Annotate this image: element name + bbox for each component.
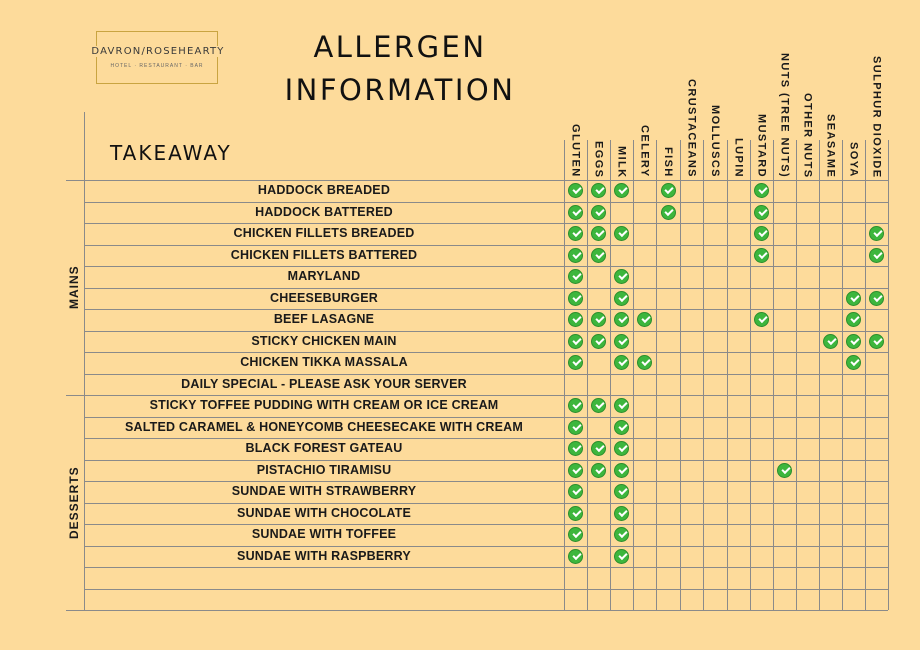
column-header: [774, 46, 796, 178]
allergen-check-icon: [591, 226, 606, 241]
allergen-check-icon: [591, 248, 606, 263]
allergen-check-icon: [869, 226, 884, 241]
menu-label: TAKEAWAY: [110, 141, 232, 165]
grid-line: [865, 140, 866, 610]
column-header: [820, 46, 842, 178]
menu-item-name: SUNDAE WITH CHOCOLATE: [236, 505, 412, 520]
allergen-check-icon: [614, 484, 629, 499]
menu-item-name: MARYLAND: [287, 269, 361, 283]
allergen-check-icon: [614, 312, 629, 327]
grid-line: [587, 140, 588, 610]
allergen-check-icon: [661, 205, 676, 220]
grid-line: [796, 140, 797, 610]
column-header-label: GLUTEN: [569, 124, 582, 178]
allergen-check-icon: [568, 398, 583, 413]
column-header: [704, 46, 727, 178]
menu-item-name: STICKY TOFFEE PUDDING WITH CREAM OR ICE CREAM: [149, 398, 499, 412]
column-header: [681, 46, 703, 178]
allergen-check-icon: [614, 398, 629, 413]
allergen-check-icon: [661, 183, 676, 198]
allergen-check-icon: [754, 248, 769, 263]
grid-line: [610, 140, 611, 610]
allergen-check-icon: [568, 355, 583, 370]
column-header: [728, 46, 750, 178]
column-header-label: CRUSTACEANS: [685, 79, 698, 178]
grid-line: [84, 589, 888, 590]
section-label-mains: MAINS: [67, 265, 81, 310]
column-header: [751, 46, 773, 178]
menu-item-name: CHICKEN FILLETS BREADED: [233, 226, 415, 240]
allergen-check-icon: [568, 527, 583, 542]
menu-item-name: SUNDAE WITH TOFFEE: [251, 527, 397, 541]
menu-item-name: CHEESEBURGER: [270, 290, 378, 305]
column-header-label: SEASAME: [824, 113, 837, 178]
grid-line: [66, 610, 888, 611]
allergen-check-icon: [568, 312, 583, 327]
menu-item-name: CHICKEN TIKKA MASSALA: [240, 355, 408, 369]
column-header-label: SOYA: [847, 142, 860, 178]
allergen-check-icon: [591, 441, 606, 456]
column-header-label: SULPHUR DIOXIDE: [870, 55, 883, 178]
section-label-desserts: DESSERTS: [67, 466, 81, 539]
allergen-check-icon: [614, 506, 629, 521]
allergen-check-icon: [754, 226, 769, 241]
allergen-check-icon: [591, 463, 606, 478]
allergen-check-icon: [568, 248, 583, 263]
grid-line: [773, 140, 774, 610]
column-header-label: NUTS (TREE NUTS): [778, 52, 791, 178]
column-header-label: OTHER NUTS: [801, 92, 814, 178]
allergen-check-icon: [614, 549, 629, 564]
column-header-label: CELERY: [638, 125, 651, 178]
allergen-check-icon: [591, 183, 606, 198]
allergen-check-icon: [846, 291, 861, 306]
allergen-check-icon: [614, 269, 629, 284]
allergen-check-icon: [614, 291, 629, 306]
logo: [91, 31, 225, 84]
allergen-check-icon: [568, 205, 583, 220]
allergen-check-icon: [614, 441, 629, 456]
grid-line: [633, 140, 634, 610]
column-header-label: LUPIN: [732, 138, 745, 178]
title-line-1: ALLERGEN: [313, 30, 487, 64]
column-header: [588, 46, 610, 178]
menu-item-name: SUNDAE WITH STRAWBERRY: [231, 484, 417, 498]
allergen-check-icon: [568, 420, 583, 435]
allergen-check-icon: [754, 205, 769, 220]
allergen-check-icon: [614, 463, 629, 478]
column-header: [843, 46, 865, 178]
menu-item-name: STICKY CHICKEN MAIN: [251, 333, 397, 348]
allergen-check-icon: [568, 549, 583, 564]
allergen-check-icon: [614, 355, 629, 370]
grid-line: [750, 140, 751, 610]
allergen-check-icon: [568, 506, 583, 521]
allergen-check-icon: [777, 463, 792, 478]
column-header: [866, 46, 888, 178]
allergen-check-icon: [591, 205, 606, 220]
logo-subtitle: HOTEL · RESTAURANT · BAR: [110, 63, 204, 69]
allergen-check-icon: [754, 183, 769, 198]
grid-line: [888, 140, 889, 610]
allergen-check-icon: [568, 183, 583, 198]
allergen-check-icon: [637, 312, 652, 327]
grid-line: [727, 140, 728, 610]
allergen-check-icon: [846, 355, 861, 370]
allergen-check-icon: [568, 226, 583, 241]
allergen-check-icon: [869, 291, 884, 306]
column-header: [611, 46, 633, 178]
allergen-check-icon: [568, 484, 583, 499]
grid-line: [656, 140, 657, 610]
column-header-label: EGGS: [592, 140, 605, 178]
grid-line: [703, 140, 704, 610]
column-header-label: FISH: [662, 147, 674, 178]
menu-item-name: SALTED CARAMEL & HONEYCOMB CHEESECAKE WITH CREAM: [124, 419, 524, 434]
menu-item-name: SUNDAE WITH RASPBERRY: [237, 548, 411, 563]
grid-line: [842, 140, 843, 610]
column-header: [565, 46, 587, 178]
allergen-check-icon: [869, 248, 884, 263]
column-header-label: MUSTARD: [755, 114, 768, 178]
logo-name: DAVRON/ROSEHEARTY: [77, 46, 239, 57]
allergen-check-icon: [568, 463, 583, 478]
allergen-check-icon: [568, 291, 583, 306]
menu-item-name: PISTACHIO TIRAMISU: [256, 462, 392, 477]
allergen-check-icon: [568, 441, 583, 456]
allergen-check-icon: [754, 312, 769, 327]
menu-item-name: BLACK FOREST GATEAU: [245, 441, 403, 455]
allergen-check-icon: [591, 398, 606, 413]
allergen-check-icon: [614, 527, 629, 542]
menu-item-name: BEEF LASAGNE: [273, 312, 375, 326]
column-header: [797, 46, 819, 178]
grid-line: [819, 140, 820, 610]
column-header-label: MILK: [615, 145, 628, 178]
allergen-check-icon: [823, 334, 838, 349]
menu-item-name: CHICKEN FILLETS BATTERED: [230, 247, 418, 262]
allergen-check-icon: [846, 312, 861, 327]
page-title: [270, 26, 530, 112]
grid-line: [84, 567, 888, 568]
allergen-check-icon: [614, 334, 629, 349]
grid-line: [680, 140, 681, 610]
column-header: [634, 46, 656, 178]
menu-item-name: HADDOCK BREADED: [257, 183, 391, 197]
menu-item-name: HADDOCK BATTERED: [255, 204, 393, 219]
allergen-check-icon: [568, 334, 583, 349]
allergen-check-icon: [614, 420, 629, 435]
grid-line: [564, 140, 565, 610]
allergen-check-icon: [614, 183, 629, 198]
column-header-label: MOLLUSCS: [709, 105, 721, 178]
title-line-2: INFORMATION: [284, 73, 516, 107]
allergen-check-icon: [846, 334, 861, 349]
allergen-check-icon: [568, 269, 583, 284]
allergen-check-icon: [614, 226, 629, 241]
allergen-check-icon: [637, 355, 652, 370]
column-header: [657, 46, 680, 178]
allergen-check-icon: [591, 312, 606, 327]
allergen-check-icon: [591, 334, 606, 349]
allergen-check-icon: [869, 334, 884, 349]
menu-item-name: DAILY SPECIAL - PLEASE ASK YOUR SERVER: [181, 376, 467, 391]
